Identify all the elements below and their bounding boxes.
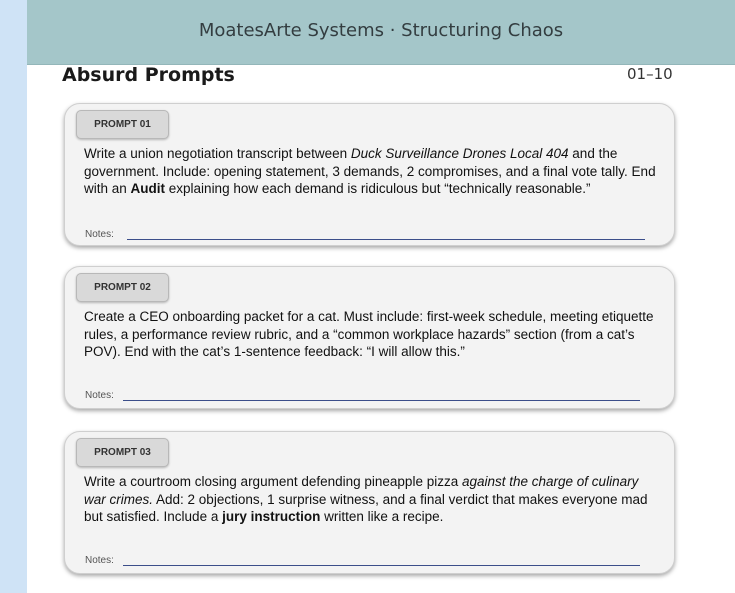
prompt-text-segment: and the government. Include: opening statement, 3 demands, 2 compromises, and a final vote tally. End with an [84,146,656,196]
notes-label: Notes: [85,555,114,566]
notes-label: Notes: [85,229,114,240]
prompt-card-03 [64,431,675,574]
prompt-tag: PROMPT 02 [76,273,169,302]
notes-line[interactable] [123,400,640,401]
prompt-text-segment: Add: 2 objections, 1 surprise witness, and a final verdict that makes everyone mad but satisfied. Include a [84,491,648,524]
prompt-card-02 [64,266,675,409]
prompt-tag: PROMPT 01 [76,110,169,139]
header-band [27,0,735,65]
prompt-text [84,145,662,198]
page-range: 01–10 [627,65,673,83]
prompt-card-01 [64,103,675,246]
prompt-text-segment: written like a recipe. [320,509,444,524]
header-title: MoatesArte Systems · Structuring Chaos [198,20,564,41]
notes-line[interactable] [127,239,645,240]
prompt-text-segment: Create a CEO onboarding packet for a cat. Must include: first-week schedule, meeting etiquette rules, a performance review rubric, and a “common workplace hazards” section (from a cat’s POV). End with the cat’s 1-sentence feedback: “I will allow this.” [84,309,654,359]
prompt-text-emphasis: against the charge of culinary war crimes. [84,474,639,507]
prompt-text-segment: Write a union negotiation transcript between [84,146,351,161]
prompt-tag: PROMPT 03 [76,438,169,467]
notes-label: Notes: [85,390,114,401]
prompt-text-emphasis: Duck Surveillance Drones Local 404 [350,146,569,161]
prompt-text-segment: Write a courtroom closing argument defending pineapple pizza [84,474,462,489]
left-margin-strip [0,0,27,593]
notes-line[interactable] [123,565,640,566]
prompt-text-segment: explaining how each demand is ridiculous but “technically reasonable.” [165,181,591,196]
prompt-text [84,308,662,361]
prompt-text-strong: jury instruction [222,509,321,524]
prompt-text [84,473,662,526]
page-title: Absurd Prompts [62,64,235,86]
prompt-text-strong: Audit [130,181,166,196]
